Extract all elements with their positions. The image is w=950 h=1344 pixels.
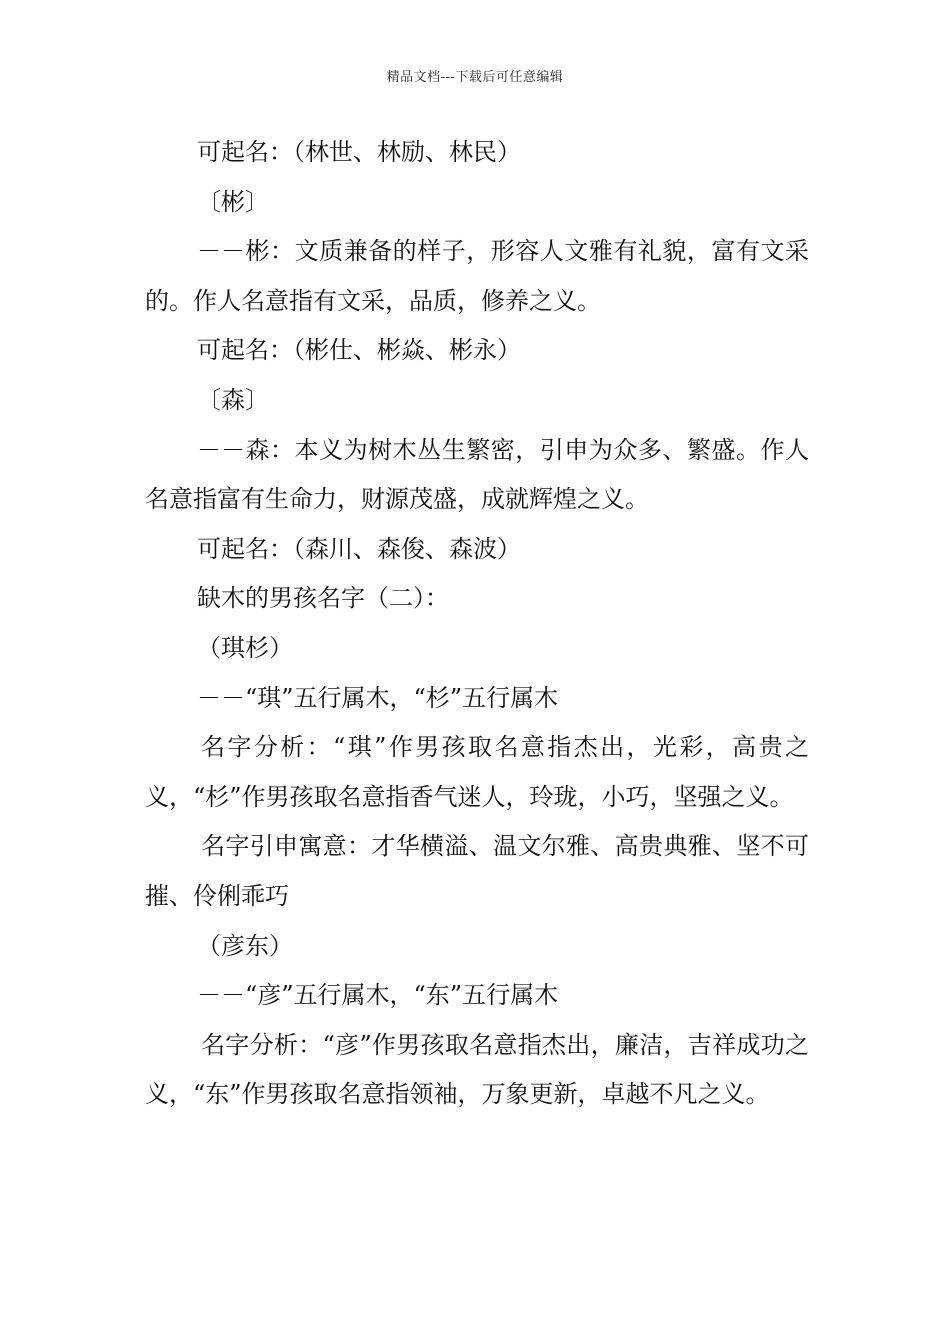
- paragraph: 〔森〕: [197, 385, 269, 414]
- document-body: [145, 128, 809, 1120]
- paragraph: 名字引申寓意：才华横溢、温文尔雅、高贵典雅、坚不可摧、伶俐乖巧: [145, 832, 809, 910]
- paragraph: 名字分析：“彦”作男孩取名意指杰出，廉洁，吉祥成功之义，“东”作男孩取名意指领袖，万象更新，卓越不凡之义。: [145, 1030, 809, 1109]
- paragraph: （彦东）: [197, 931, 293, 960]
- paragraph: （琪杉）: [197, 633, 293, 662]
- paragraph: －－“琪”五行属木，“杉”五行属木: [197, 683, 559, 712]
- paragraph: －－彬：文质兼备的样子，形容人文雅有礼貌，富有文采的。作人名意指有文采，品质，修养之义。: [145, 237, 809, 315]
- paragraph: 名字分析：“琪”作男孩取名意指杰出，光彩，高贵之义，“杉”作男孩取名意指香气迷人，玲珑，小巧，坚强之义。: [145, 733, 809, 811]
- page-header: 精品文档---下载后可任意编辑: [386, 70, 564, 85]
- paragraph: 可起名：（林世、林励、林民）: [197, 138, 521, 166]
- paragraph: 可起名：（森川、森俊、森波）: [197, 534, 521, 563]
- paragraph: －－“彦”五行属木，“东”五行属木: [197, 981, 559, 1010]
- paragraph: 〔彬〕: [197, 187, 269, 216]
- paragraph: 缺木的男孩名字（二）：: [197, 584, 449, 613]
- paragraph: 可起名：（彬仕、彬焱、彬永）: [197, 336, 521, 365]
- paragraph: －－森：本义为树木丛生繁密，引申为众多、繁盛。作人名意指富有生命力，财源茂盛，成就辉煌之义。: [145, 435, 809, 514]
